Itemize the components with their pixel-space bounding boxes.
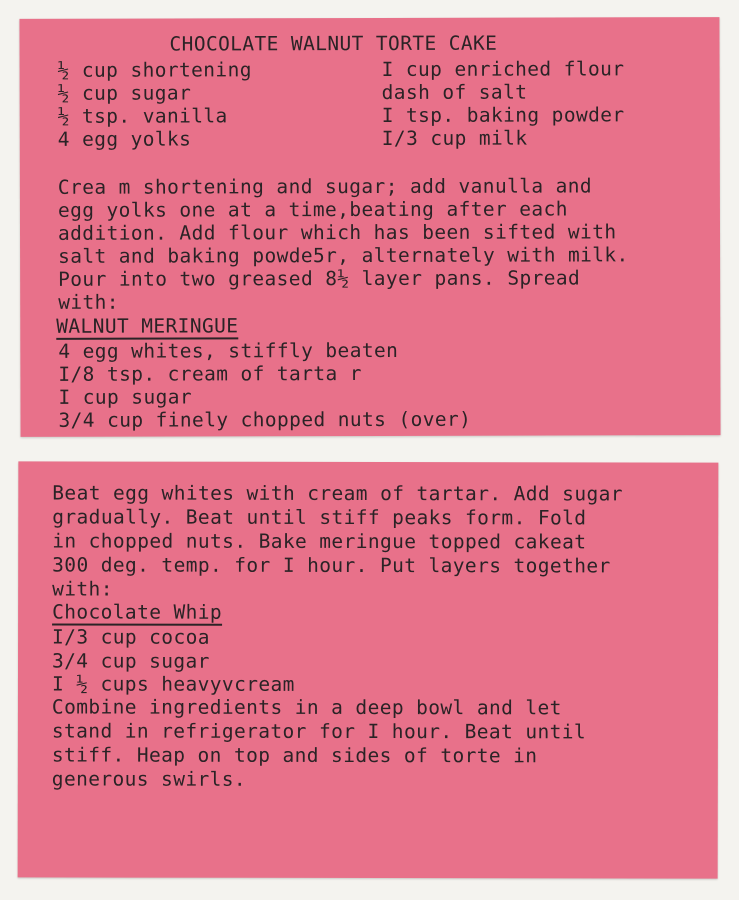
ingredient-right: dash of salt (381, 80, 528, 104)
ingredient-right: I cup enriched flour (381, 57, 625, 81)
direction-line: Beat egg whites with cream of tartar. Add sugar (52, 481, 623, 506)
whip-heading: Chocolate Whip (52, 600, 223, 624)
direction-line: in chopped nuts. Bake meringue topped cakeat (52, 529, 587, 554)
direction-line: Pour into two greased 8½ layer pans. Spread (58, 266, 581, 291)
whip-item: I/3 cup cocoa (52, 625, 210, 649)
direction-line: 300 deg. temp. for I hour. Put layers together (52, 553, 611, 578)
whip-item: 3/4 cup sugar (51, 649, 210, 673)
whip-item: I ½ cups heavyvcream (51, 672, 295, 696)
ingredient-right: I tsp. baking powder (381, 103, 625, 127)
ingredient-left: 4 egg yolks (57, 127, 192, 151)
direction-line: with: (58, 290, 119, 314)
ingredient-left: ½ cup sugar (57, 81, 192, 105)
meringue-heading: WALNUT MERINGUE (56, 314, 239, 338)
ingredient-left: ½ tsp. vanilla (57, 104, 228, 128)
meringue-item: 3/4 cup finely chopped nuts (over) (58, 407, 472, 432)
ingredient-right: I/3 cup milk (381, 126, 528, 150)
whip-direction-line: stiff. Heap on top and sides of torte in (51, 743, 538, 768)
whip-direction-line: generous swirls. (51, 767, 247, 791)
whip-direction-line: Combine ingredients in a deep bowl and let (51, 695, 562, 720)
direction-line: salt and baking powde5r, alternately with milk. (58, 243, 629, 268)
meringue-item: I cup sugar (58, 385, 193, 409)
whip-direction-line: stand in refrigerator for I hour. Beat until (51, 719, 587, 744)
recipe-card-front (19, 17, 720, 437)
meringue-item: 4 egg whites, stiffly beaten (58, 338, 399, 363)
direction-line: addition. Add flour which has been sifted with (57, 220, 617, 245)
direction-line: with: (52, 577, 113, 601)
direction-line: Crea m shortening and sugar; add vanulla and (57, 174, 593, 199)
recipe-title: CHOCOLATE WALNUT TORTE CAKE (169, 31, 498, 56)
recipe-card-back (18, 461, 719, 878)
ingredient-left: ½ cup shortening (57, 58, 252, 82)
direction-line: gradually. Beat until stiff peaks form. Fold (52, 505, 587, 530)
direction-line: egg yolks one at a time,beating after each (57, 197, 568, 222)
meringue-item: I/8 tsp. cream of tarta r (58, 362, 362, 386)
